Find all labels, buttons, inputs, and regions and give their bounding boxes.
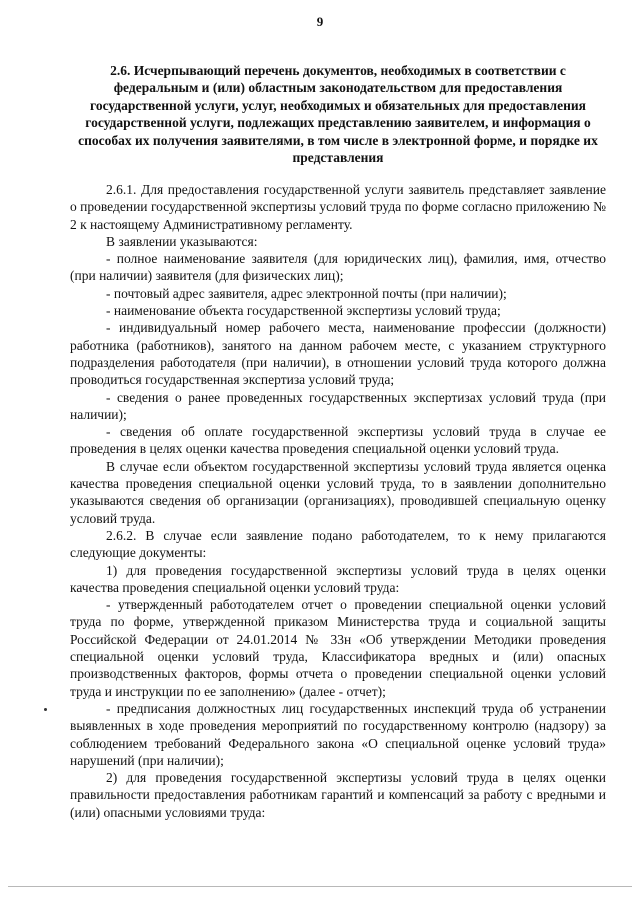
paragraph: В случае если объектом государственной экспертизы условий труда является оценка качества проведения специальной оценки условий труда, то в заявлении дополнительно указываются сведения об организации (организациях), проводившей специальную оценку условий труда.	[70, 458, 606, 526]
section-heading: 2.6. Исчерпывающий перечень документов, необходимых в соответствии с федеральным и (или) областным законодательством для предоставления государственной услуги, услуг, необходимых и обязательных для предоставления государственной услуги, подлежащих представлению заявителем, и информация о способах их получения заявителями, в том числе в электронной форме, и порядке их представления	[78, 63, 598, 166]
paragraph: - утвержденный работодателем отчет о проведении специальной оценки условий труда по форме, утвержденной приказом Министерства труда и социальной защиты Российской Федерации от 24.01.2014 № 33н «Об утверждении Методики проведения специальной оценки условий труда, Классификатора вредных и (или) опасных производственных факторов, формы отчета о проведении специальной оценки условий труда и инструкции по ее заполнению» (далее - отчет);	[70, 597, 606, 699]
paragraph: В заявлении указываются:	[106, 233, 258, 249]
scan-bottom-edge	[8, 886, 632, 887]
paragraph: - полное наименование заявителя (для юридических лиц), фамилия, имя, отчество (при наличии) заявителя (для физических лиц);	[70, 251, 606, 284]
paragraph: - предписания должностных лиц государственных инспекций труда об устранении выявленных в ходе проведения мероприятий по государственному контролю (надзору) за соблюдением требований Федерального закона «О специальной оценке условий труда» нарушений (при наличии);	[70, 700, 606, 768]
paragraph: 2.6.2. В случае если заявление подано работодателем, то к нему прилагаются следующие документы:	[70, 527, 606, 561]
paragraph: 2.6.1. Для предоставления государственной услуги заявитель представляет заявление о проведении государственной экспертизы условий труда по форме согласно приложению № 2 к настоящему Административному регламенту.	[70, 182, 606, 232]
body-text	[70, 181, 606, 821]
page-number: 9	[316, 14, 324, 29]
paragraph: - сведения о ранее проведенных государственных экспертизах условий труда (при наличии);	[70, 389, 606, 422]
paragraph: 2) для проведения государственной экспертизы условий труда в целях оценки правильности предоставления работникам гарантий и компенсаций за работу с вредными и (или) опасными условиями труда:	[70, 770, 606, 820]
paragraph: - сведения об оплате государственной экспертизы условий труда в случае ее проведения в целях оценки качества проведения специальной оценки условий труда.	[70, 424, 606, 457]
scan-speck	[44, 708, 47, 711]
paragraph: - наименование объекта государственной экспертизы условий труда;	[106, 303, 501, 319]
paragraph: - индивидуальный номер рабочего места, наименование профессии (должности) работника (работников), занятого на данном рабочем месте, с указанием структурного подразделения работодателя (при наличии), в отношении условий труда которого должна проводиться государственная экспертиза условий труда;	[70, 320, 606, 388]
paragraph: - почтовый адрес заявителя, адрес электронной почты (при наличии);	[106, 285, 507, 301]
paragraph: 1) для проведения государственной экспертизы условий труда в целях оценки качества проведения специальной оценки условий труда:	[70, 562, 606, 595]
